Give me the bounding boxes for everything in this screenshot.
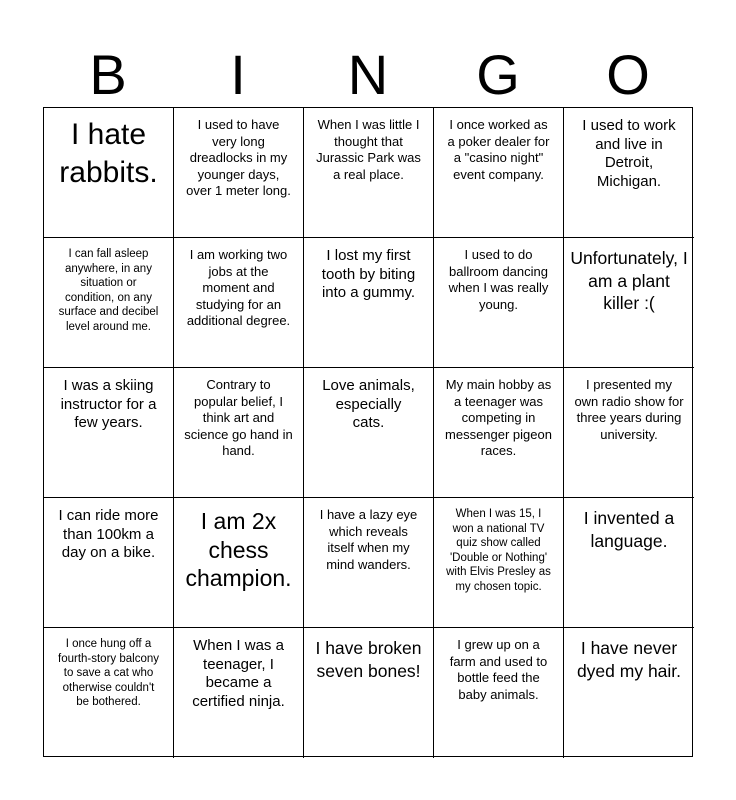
cell-text: I used to do ballroom dancing when I was really young.	[448, 247, 549, 312]
bingo-cell-r1-c2[interactable]	[174, 108, 304, 238]
bingo-cell-r3-c1[interactable]	[44, 368, 174, 498]
bingo-cell-r5-c5[interactable]	[564, 628, 694, 758]
cell-text: Contrary to popular belief, I think art and science go hand in hand.	[184, 377, 293, 458]
bingo-cell-r3-c4[interactable]	[434, 368, 564, 498]
cell-text: Love animals, especially cats.	[322, 377, 415, 431]
header-letter-o: O	[606, 43, 650, 106]
cell-text: I used to work and live in Detroit, Michigan.	[582, 117, 676, 190]
cell-text: I can fall asleep anywhere, in any situation or condition, on any surface and decibel level around me.	[58, 248, 159, 333]
cell-text: I have never dyed my hair.	[576, 638, 682, 681]
cell-text: Unfortunately, I am a plant killer :(	[570, 248, 688, 313]
bingo-cell-r4-c1[interactable]	[44, 498, 174, 628]
bingo-cell-r3-c3[interactable]	[304, 368, 434, 498]
bingo-cell-r4-c2[interactable]	[174, 498, 304, 628]
cell-text: I once hung off a fourth-story balcony to save a cat who otherwise couldn't be bothered.	[58, 638, 159, 708]
cell-text: I have a lazy eye which reveals itself when my mind wanders.	[319, 507, 418, 572]
cell-text: I am working two jobs at the moment and studying for an additional degree.	[186, 247, 291, 328]
bingo-grid	[43, 107, 693, 757]
bingo-cell-r1-c1[interactable]	[44, 108, 174, 238]
bingo-cell-r2-c3[interactable]	[304, 238, 434, 368]
bingo-cell-r1-c3[interactable]	[304, 108, 434, 238]
bingo-cell-r5-c2[interactable]	[174, 628, 304, 758]
bingo-cell-r2-c1[interactable]	[44, 238, 174, 368]
bingo-header	[43, 44, 693, 106]
cell-text: I used to have very long dreadlocks in my younger days, over 1 meter long.	[186, 117, 291, 198]
bingo-cell-r4-c3[interactable]	[304, 498, 434, 628]
header-letter-b: B	[89, 43, 127, 106]
bingo-cell-r2-c5[interactable]	[564, 238, 694, 368]
cell-text: I can ride more than 100km a day on a bike.	[58, 507, 159, 561]
bingo-cell-r3-c5[interactable]	[564, 368, 694, 498]
cell-text: I hate rabbits.	[59, 118, 158, 189]
bingo-cell-r2-c2[interactable]	[174, 238, 304, 368]
cell-text: I was a skiing instructor for a few years.	[60, 377, 157, 431]
cell-text: I am 2x chess champion.	[185, 508, 292, 591]
bingo-cell-r3-c2[interactable]	[174, 368, 304, 498]
cell-text: When I was a teenager, I became a certified ninja.	[192, 637, 285, 710]
cell-text: I lost my first tooth by biting into a gummy.	[321, 247, 416, 301]
cell-text: My main hobby as a teenager was competing in messenger pigeon races.	[445, 377, 552, 458]
header-letter-n: N	[347, 43, 389, 106]
bingo-cell-r5-c3[interactable]	[304, 628, 434, 758]
bingo-cell-r2-c4[interactable]	[434, 238, 564, 368]
cell-text: When I was 15, I won a national TV quiz show called 'Double or Nothing' with Elvis Presley as my chosen topic.	[446, 508, 551, 593]
cell-text: I once worked as a poker dealer for a "casino night" event company.	[447, 117, 550, 182]
bingo-cell-r5-c1[interactable]	[44, 628, 174, 758]
bingo-cell-r4-c4[interactable]	[434, 498, 564, 628]
cell-text: I have broken seven bones!	[315, 638, 422, 681]
bingo-cell-r5-c4[interactable]	[434, 628, 564, 758]
bingo-cell-r4-c5[interactable]	[564, 498, 694, 628]
cell-text: I presented my own radio show for three years during university.	[574, 377, 684, 442]
cell-text: When I was little I thought that Jurassic Park was a real place.	[316, 117, 421, 182]
cell-text: I grew up on a farm and used to bottle feed the baby animals.	[449, 637, 548, 702]
header-letter-i: I	[230, 43, 246, 106]
cell-text: I invented a language.	[583, 508, 675, 551]
header-letter-g: G	[476, 43, 520, 106]
bingo-cell-r1-c5[interactable]	[564, 108, 694, 238]
bingo-cell-r1-c4[interactable]	[434, 108, 564, 238]
